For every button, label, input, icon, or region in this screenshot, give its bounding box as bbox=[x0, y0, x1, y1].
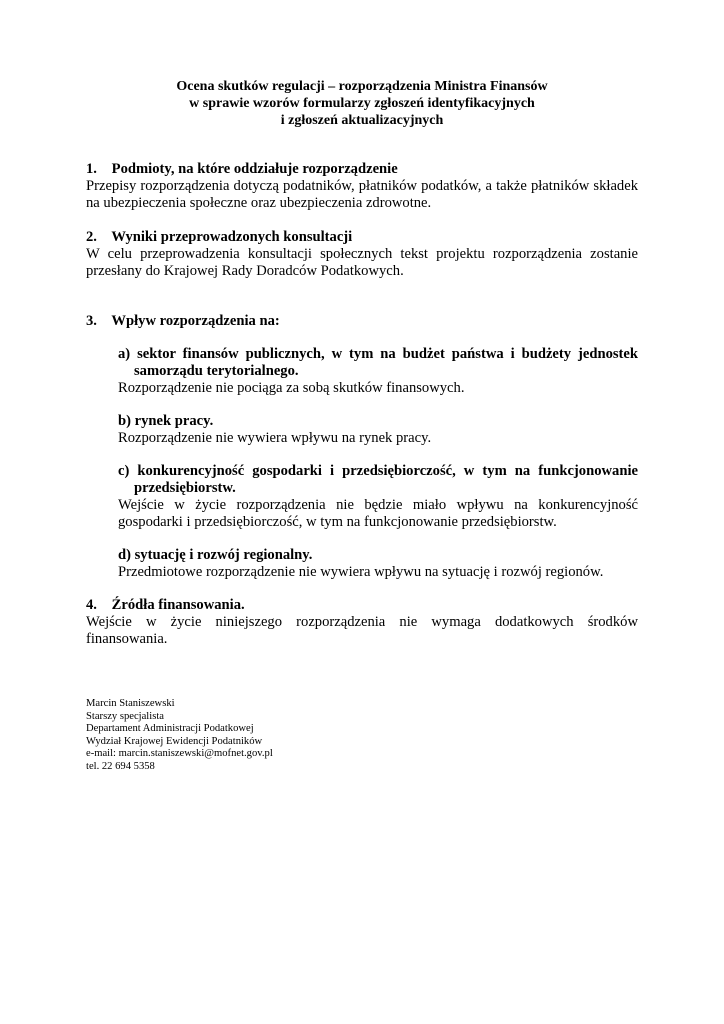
contact-division: Wydział Krajowej Ewidencji Podatników bbox=[86, 735, 263, 747]
section-4-heading bbox=[86, 597, 638, 614]
section-3-heading bbox=[86, 313, 638, 330]
section-4-body: Wejście w życie niniejszego rozporządzenia nie wymaga dodatkowych środków finansowania. bbox=[86, 614, 638, 647]
contact-position: Starszy specjalista bbox=[86, 710, 164, 722]
contact-phone: tel. 22 694 5358 bbox=[86, 760, 155, 772]
section-1-heading bbox=[86, 161, 638, 178]
subsection-c-body: Wejście w życie rozporządzenia nie będzie miało wpływu na konkurencyjność gospodarki i przedsiębiorczość, w tym na funkcjonowanie przedsiębiorstw. bbox=[118, 497, 638, 530]
title-line-1: Ocena skutków regulacji – rozporządzenia Ministra Finansów bbox=[176, 79, 548, 94]
document-title bbox=[86, 78, 638, 129]
contact-email: e-mail: marcin.staniszewski@mofnet.gov.pl bbox=[86, 748, 273, 760]
subsection-a bbox=[118, 346, 638, 397]
subsection-d-body: Przedmiotowe rozporządzenie nie wywiera wpływu na sytuację i rozwój regionów. bbox=[118, 564, 604, 580]
contact-name: Marcin Staniszewski bbox=[86, 698, 175, 709]
section-1-body: Przepisy rozporządzenia dotyczą podatników, płatników podatków, a także płatników składek na ubezpieczenia społeczne oraz ubezpieczenia zdrowotne. bbox=[86, 178, 638, 211]
subsection-b-heading: b) rynek pracy. bbox=[118, 413, 214, 429]
title-line-2: w sprawie wzorów formularzy zgłoszeń identyfikacyjnych bbox=[189, 96, 535, 111]
section-3 bbox=[86, 313, 638, 330]
section-2-number: 2. bbox=[86, 229, 97, 245]
section-1-title: Podmioty, na które oddziałuje rozporządzenie bbox=[111, 161, 398, 177]
section-4-title: Źródła finansowania. bbox=[111, 597, 245, 613]
section-4-number: 4. bbox=[86, 597, 97, 613]
section-2-title: Wyniki przeprowadzonych konsultacji bbox=[111, 229, 353, 245]
section-3-number: 3. bbox=[86, 313, 97, 329]
contact-department: Departament Administracji Podatkowej bbox=[86, 723, 254, 735]
section-2-heading bbox=[86, 229, 638, 246]
section-1-number: 1. bbox=[86, 161, 97, 177]
section-2-body: W celu przeprowadzenia konsultacji społecznych tekst projektu rozporządzenia zostanie przesłany do Krajowej Rady Doradców Podatkowych. bbox=[86, 246, 638, 279]
section-4 bbox=[86, 597, 638, 648]
subsection-a-body: Rozporządzenie nie pociąga za sobą skutków finansowych. bbox=[118, 380, 465, 396]
title-line-3: i zgłoszeń aktualizacyjnych bbox=[280, 113, 444, 128]
subsection-d-heading: d) sytuację i rozwój regionalny. bbox=[118, 547, 313, 563]
contact-block bbox=[86, 698, 273, 774]
subsection-d bbox=[118, 547, 638, 581]
subsection-c bbox=[118, 463, 638, 531]
section-2 bbox=[86, 229, 638, 280]
subsection-c-heading: c) konkurencyjność gospodarki i przedsiębiorczość, w tym na funkcjonowanie przedsiębiorstw. bbox=[118, 463, 638, 496]
subsection-b bbox=[118, 413, 638, 447]
section-3-title: Wpływ rozporządzenia na: bbox=[111, 313, 280, 329]
subsection-a-heading: a) sektor finansów publicznych, w tym na budżet państwa i budżety jednostek samorządu terytorialnego. bbox=[118, 346, 638, 379]
subsection-b-body: Rozporządzenie nie wywiera wpływu na rynek pracy. bbox=[118, 430, 432, 446]
section-1 bbox=[86, 161, 638, 212]
